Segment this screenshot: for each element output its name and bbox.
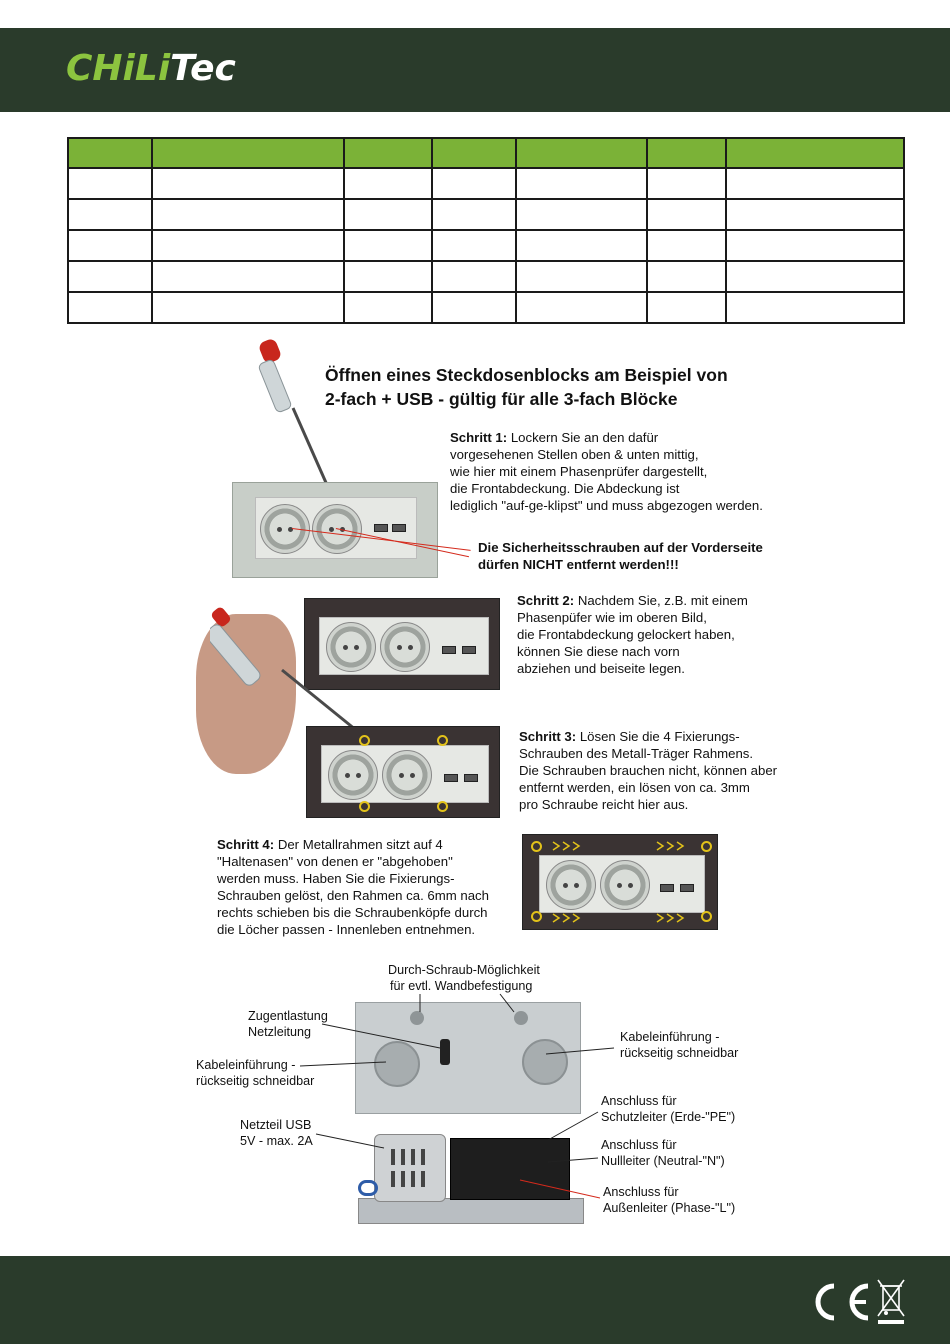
warning-text: Die Sicherheitsschrauben auf der Vorderseite dürfen NICHT entfernt werden!!! [478,540,763,572]
instructions-title: Öffnen eines Steckdosenblocks am Beispiel von 2-fach + USB - gültig für alle 3-fach Blöcke [325,365,728,409]
logo-text-white: Tec [170,48,236,89]
label-protective-earth: Anschluss für Schutzleiter (Erde-"PE") [601,1094,736,1124]
label-strain-relief: Zugentlastung Netzleitung [248,1009,328,1039]
step3-text: Schritt 3: Lösen Sie die 4 Fixierungs- Schrauben des Metall-Träger Rahmens. Die Schrauben brauchen nicht, können aber entfernt werden, ein lösen von ca. 3mm pro Schraube reicht hier aus. [519,729,778,812]
label-screw-through: Durch-Schraub-Möglichkeit für evtl. Wandbefestigung [388,963,540,993]
logo-text-green: CHiLi [66,48,171,89]
label-cable-entry-right: Kabeleinführung - rückseitig schneidbar [620,1030,739,1060]
label-psu: Netzteil USB 5V - max. 2A [240,1118,313,1148]
weee-crossed-bin-icon [876,1278,906,1326]
step1-text: Schritt 1: Lockern Sie an den dafür vorgesehenen Stellen oben & unten mittig, wie hier mit einem Phasenprüfer dargestellt, die Frontabdeckung. Die Abdeckung ist lediglich "auf-ge-klipst" und muss abgezogen werden. [450,430,763,513]
step2-text: Schritt 2: Nachdem Sie, z.B. mit einem Phasenpüfer wie im oberen Bild, die Frontabdeckung gelockert haben, können Sie diese nach vorn abziehen und beiseite legen. [517,593,748,676]
label-neutral: Anschluss für Nullleiter (Neutral-"N") [601,1138,725,1168]
step4-text: Schritt 4: Der Metallrahmen sitzt auf 4 "Haltenasen" von denen er "abgehoben" werden muss. Haben Sie die Fixierungs- Schrauben gelöst, den Rahmen ca. 6mm nach rechts schieben bis die Schraubenköpfe durch die Löcher passen - Innenleben entnehmen. [217,837,489,937]
label-phase: Anschluss für Außenleiter (Phase-"L") [603,1185,736,1215]
footer-bar [0,1256,950,1344]
ce-mark-icon [806,1282,872,1322]
label-cable-entry-left: Kabeleinführung - rückseitig schneidbar [196,1058,315,1088]
